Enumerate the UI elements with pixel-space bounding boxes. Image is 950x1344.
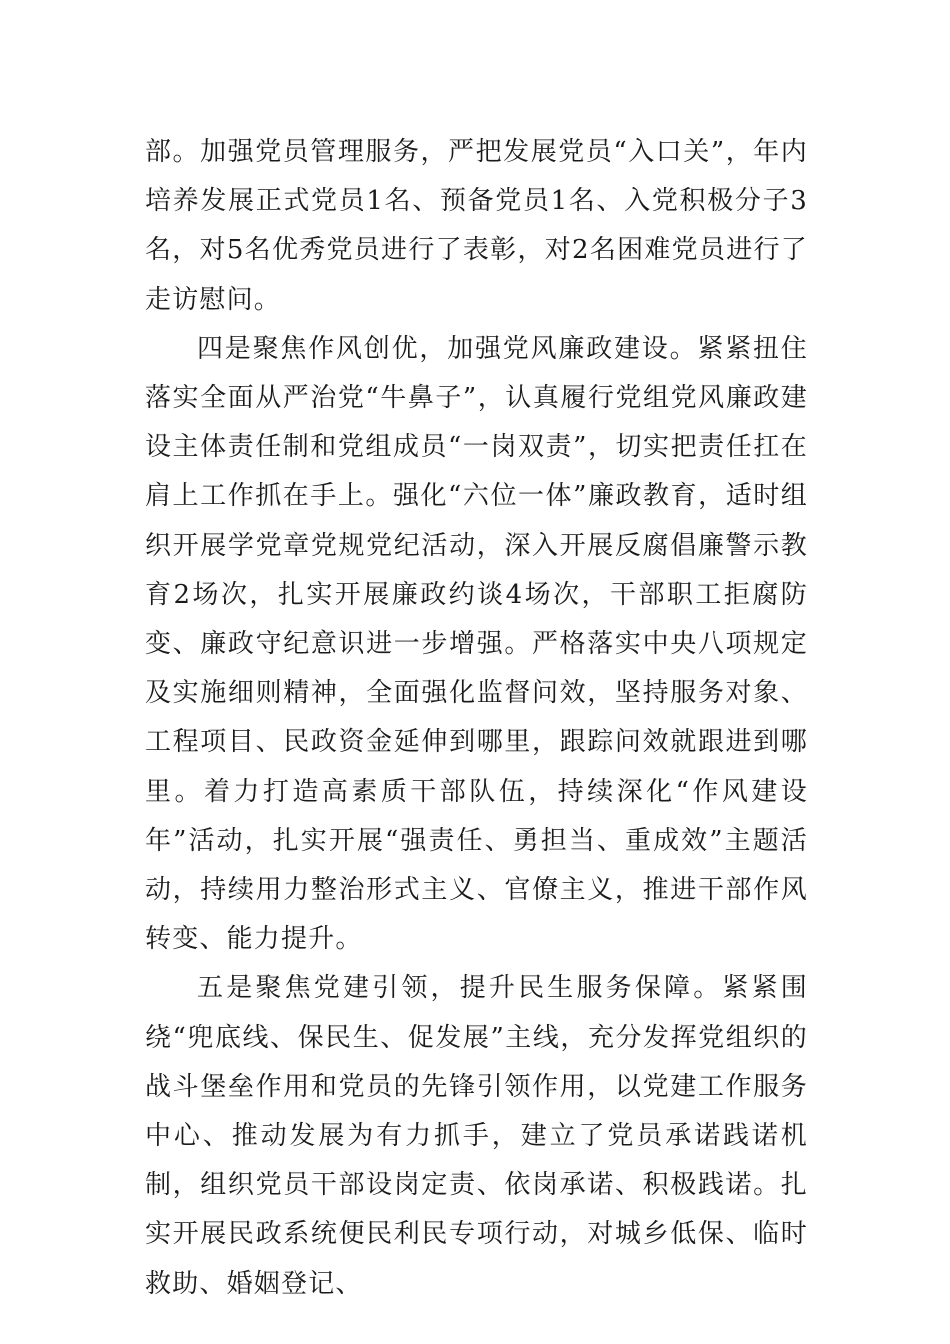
paragraph-continuation: 部。加强党员管理服务，严把发展党员“入口关”，年内培养发展正式党员1名、预备党员1名、入党积极分子3名，对5名优秀党员进行了表彰，对2名困难党员进行了走访慰问。 [145, 137, 808, 315]
document-body [145, 128, 808, 1309]
paragraph-party-building-service: 五是聚焦党建引领，提升民生服务保障。紧紧围绕“兜底线、保民生、促发展”主线，充分发挥党组织的战斗堡垒作用和党员的先锋引领作用，以党建工作服务中心、推动发展为有力抓手，建立了党员承诺践诺机制，组织党员干部设岗定责、依岗承诺、积极践诺。扎实开展民政系统便民利民专项行动，对城乡低保、临时救助、婚姻登记、 [145, 973, 808, 1299]
paragraph-style-integrity: 四是聚焦作风创优，加强党风廉政建设。紧紧扭住落实全面从严治党“牛鼻子”，认真履行党组党风廉政建设主体责任制和党组成员“一岗双责”，切实把责任扛在肩上工作抓在手上。强化“六位一体”廉政教育，适时组织开展学党章党规党纪活动，深入开展反腐倡廉警示教育2场次，扎实开展廉政约谈4场次，干部职工拒腐防变、廉政守纪意识进一步增强。严格落实中央八项规定及实施细则精神，全面强化监督问效，坚持服务对象、工程项目、民政资金延伸到哪里，跟踪问效就跟进到哪里。着力打造高素质干部队伍，持续深化“作风建设年”活动，扎实开展“强责任、勇担当、重成效”主题活动，持续用力整治形式主义、官僚主义，推进干部作风转变、能力提升。 [145, 333, 808, 955]
